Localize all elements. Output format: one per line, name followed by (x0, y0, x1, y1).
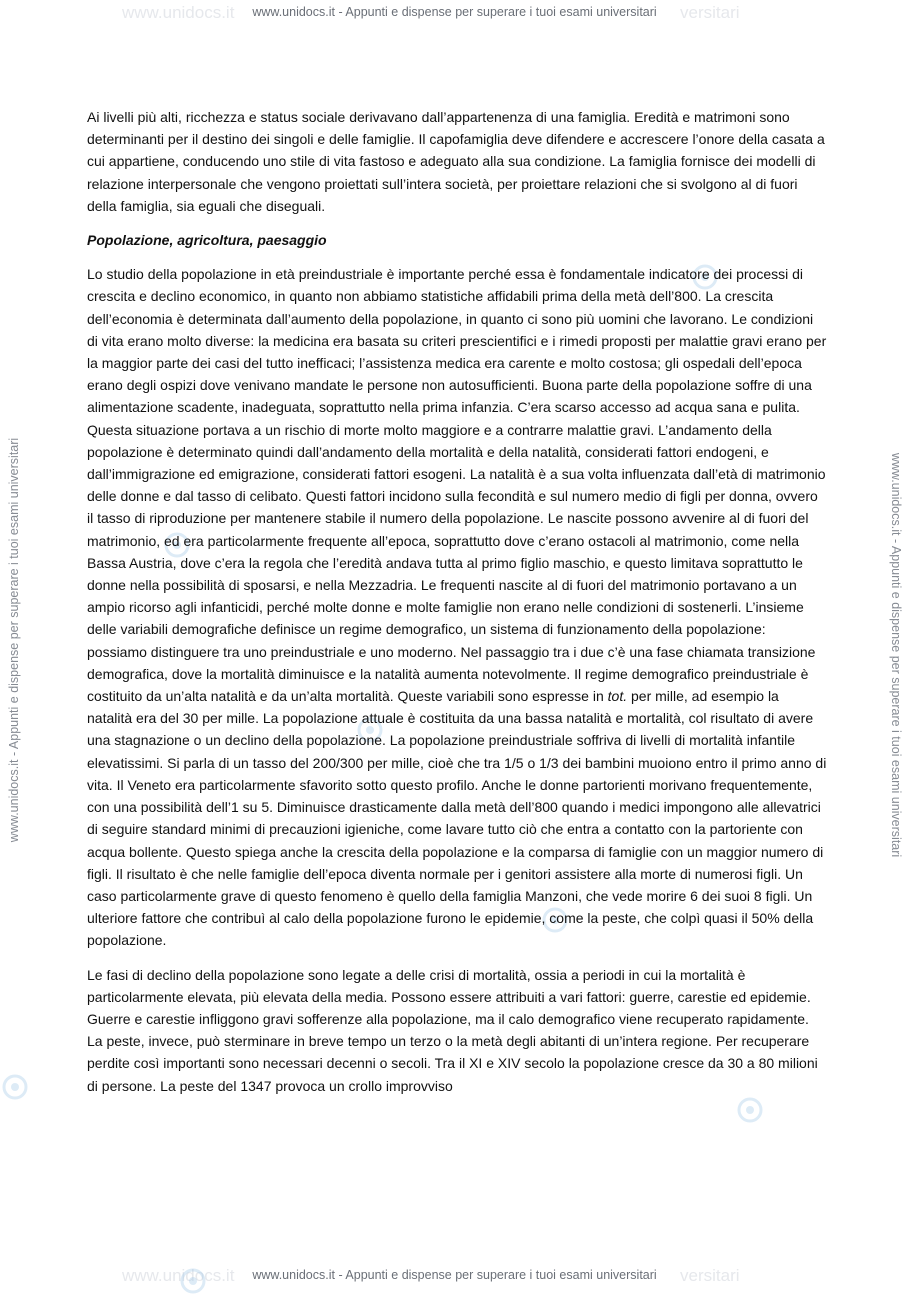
side-watermark-right-text: www.unidocs.it - Appunti e dispense per superare i tuoi esami universitari (889, 452, 903, 858)
unidocs-logo-icon (178, 1266, 208, 1296)
document-body (87, 106, 827, 1109)
paragraph-population-part-1: Lo studio della popolazione in età preindustriale è importante perché essa è fondamentale indicatore dei processi di crescita e declino economico, in quanto non abbiamo statistiche affidabili prima della metà dell’800. La crescita dell’economia è determinata dall’aumento della popolazione, in quanto ci sono più uomini che lavorano. Le condizioni di vita erano molto diverse: la medicina era basata su criteri prescientifici e i rimedi proposti per malattie gravi erano per la maggior parte dei casi del tutto inefficaci; l’assistenza medica era carente e molto costosa; gli ospedali dell’epoca erano degli ospizi dove venivano mandate le persone non autosufficienti. Buona parte della popolazione soffre di una alimentazione scadente, inadeguata, soprattutto nella prima infanzia. C’era scarso accesso ad acqua sana e pulita. Questa situazione portava a un rischio di morte molto maggiore e a contrarre malattie gravi. L’andamento della popolazione è determinato quindi dall’andamento della mortalità e della natalità, considerati fattori endogeni, e dall’immigrazione ed emigrazione, considerati fattori esogeni. La natalità è a sua volta influenzata dall’età di matrimonio delle donne e dal tasso di celibato. Questi fattori incidono sulla fecondità e sul numero medio di figli per donna, ovvero il tasso di riproduzione per mantenere stabile il numero della popolazione. Le nascite possono avvenire al di fuori del matrimonio, ed era particolarmente frequente all’epoca, soprattutto dove c’erano ostacoli al matrimonio, come nella Bassa Austria, dove c’era la regola che l’eredità andava tutta al primo figlio maschio, e questo limitava soprattutto le donne nella possibilità di sposarsi, e nella Mezzadria. Le frequenti nascite al di fuori del matrimonio portavano a un ampio ricorso agli infanticidi, perché molte donne e molte famiglie non erano nelle condizioni di sostenerli. L’insieme delle variabili demografiche definisce un regime demografico, un sistema di funzionamento della popolazione: possiamo distinguere tra uno preindustriale e uno moderno. Nel passaggio tra i due c’è una fase chiamata transizione demografica, dove la mortalità diminuisce e la natalità aumenta notevolmente. Il regime demografico preindustriale è costituito da un’alta natalità e da un’alta mortalità. Queste variabili sono espresse in (87, 266, 827, 705)
faded-watermark-top-left: www.unidocs.it (122, 3, 235, 22)
paragraph-population-italic: tot. (607, 688, 628, 705)
paragraph-mortality-crises: Le fasi di declino della popolazione sono legate a delle crisi di mortalità, ossia a periodi in cui la mortalità è particolarmente elevata, più elevata della media. Possono essere attribuiti a vari fattori: guerre, carestie ed epidemie. Guerre e carestie infliggono gravi sofferenze alla popolazione, ma il calo demografico viene recuperato rapidamente. La peste, invece, può sterminare in breve tempo un terzo o la metà degli abitanti di un’intera regione. Per recuperare perdite così importanti sono necessari decenni o secoli. Tra il XI e XIV secolo la popolazione cresce da 30 a 80 milioni di persone. La peste del 1347 provoca un crollo improvviso (87, 966, 818, 1094)
paragraph-population-part-2: per mille, ad esempio la natalità era del 30 per mille. La popolazione attuale è costituita da una bassa natalità e mortalità, col risultato di avere una stagnazione o un declino della popolazione. La popolazione preindustriale soffriva di livelli di mortalità infantile elevatissimi. Si parla di un tasso del 200/300 per mille, cioè che tra 1/5 o 1/3 dei bambini muoiono entro il primo anno di vita. Il Veneto era particolarmente sfavorito sotto questo profilo. Anche le donne partorienti morivano frequentemente, con una possibilità dell’1 su 5. Diminuisce drasticamente dalla metà dell’800 quando i medici impongono alle allevatrici di seguire standard minimi di precauzioni igieniche, come lavare tutto ciò che entra a contatto con la partoriente con acqua bollente. Questo spiega anche la crescita della popolazione e la comparsa di famiglie con un maggior numero di figli. Il risultato è che nelle famiglie dell’epoca diventa normale per i genitori assistere alla morte di numerosi figli. Un caso particolarmente grave di questo fenomeno è quello della famiglia Manzoni, che vede morire 6 dei suoi 8 figli. Un ulteriore fattore che contribuì al calo della popolazione furono le epidemie, come la peste, che colpì quasi il 50% della popolazione. (87, 688, 827, 949)
unidocs-logo-icon (0, 1072, 30, 1102)
section-heading: Popolazione, agricoltura, paesaggio (87, 232, 327, 249)
side-watermark-left-text: www.unidocs.it - Appunti e dispense per superare i tuoi esami universitari (7, 437, 21, 843)
footer-watermark: www.unidocs.it - Appunti e dispense per superare i tuoi esami universitari (252, 1268, 657, 1282)
faded-watermark-top-right: versitari (680, 3, 740, 22)
paragraph-family: Ai livelli più alti, ricchezza e status sociale derivavano dall’appartenenza di una famiglia. Eredità e matrimoni sono determinanti per il destino dei singoli e delle famiglie. Il capofamiglia deve difendere e accrescere l’onore della casata a cui appartiene, conducendo uno stile di vita fastoso e adeguato alla sua condizione. La famiglia fornisce dei modelli di relazione interpersonale che vengono proiettati sull’intera società, per proiettare relazioni che si svolgono al di fuori della famiglia, sia eguali che diseguali. (87, 109, 825, 214)
paragraph-population (87, 263, 827, 951)
header-watermark: www.unidocs.it - Appunti e dispense per superare i tuoi esami universitari (252, 5, 657, 19)
faded-watermark-bottom-left: www.unidocs.it (122, 1266, 235, 1285)
faded-watermark-bottom-right: versitari (680, 1266, 740, 1285)
